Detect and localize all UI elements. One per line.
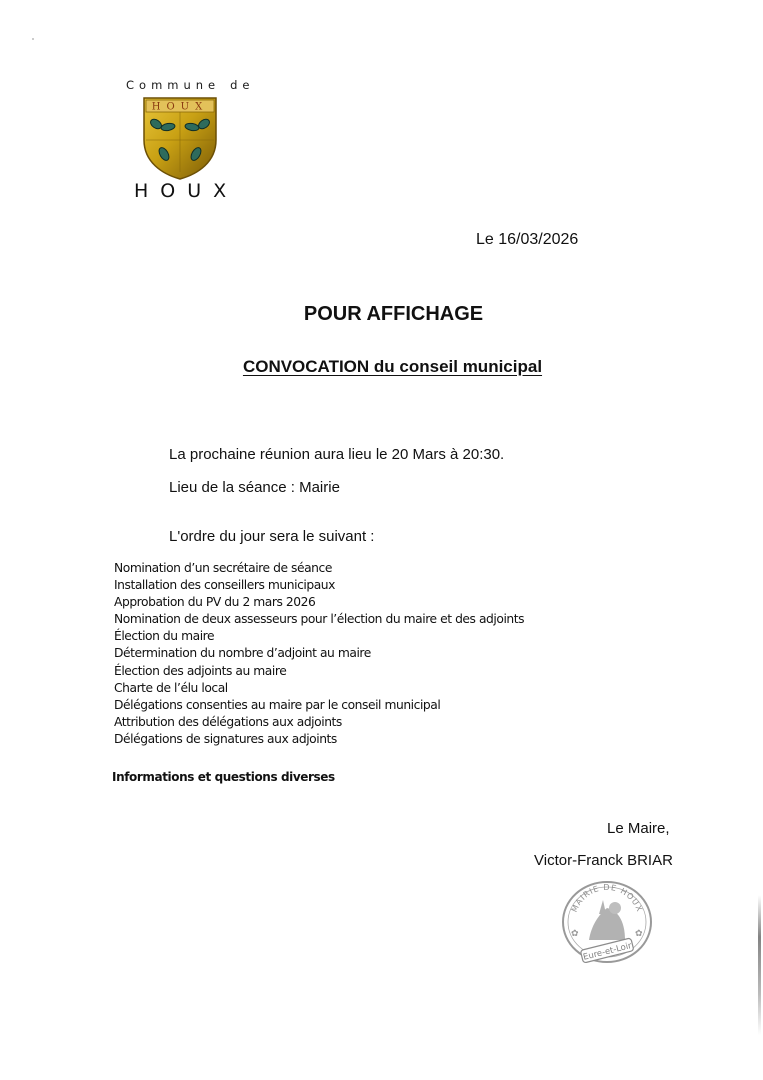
commune-name: HOUX bbox=[134, 180, 239, 202]
agenda-item: Charte de l’élu local bbox=[114, 680, 228, 695]
agenda-item: Délégations de signatures aux adjoints bbox=[114, 731, 337, 746]
agenda-item: Nomination d’un secrétaire de séance bbox=[114, 561, 332, 575]
stamp-flower-icon: ✿ bbox=[571, 928, 579, 938]
coat-of-arms-shield bbox=[142, 96, 218, 180]
agenda-item: Détermination du nombre d’adjoint au maire bbox=[114, 646, 371, 661]
information-heading: Informations et questions diverses bbox=[112, 770, 335, 784]
agenda-item: Élection des adjoints au maire bbox=[114, 663, 287, 678]
agenda-list bbox=[114, 560, 524, 748]
agenda-item: Nomination de deux assesseurs pour l’élection du maire et des adjoints bbox=[114, 612, 525, 627]
agenda-intro: L'ordre du jour sera le suivant : bbox=[169, 528, 375, 545]
signature-title: Le Maire, bbox=[607, 820, 670, 837]
signatory-name: Victor-Franck BRIAR bbox=[534, 852, 673, 869]
document-title: POUR AFFICHAGE bbox=[303, 303, 484, 325]
official-stamp bbox=[559, 878, 655, 966]
document-subtitle bbox=[0, 357, 763, 377]
agenda-item: Élection du maire bbox=[114, 629, 215, 644]
shield-banner-text: HOUX bbox=[151, 101, 209, 113]
agenda-item: Attribution des délégations aux adjoints bbox=[114, 714, 342, 729]
document-date: Le 16/03/2026 bbox=[476, 231, 579, 248]
agenda-item: Installation des conseillers municipaux bbox=[114, 578, 335, 593]
meeting-location: Lieu de la séance : Mairie bbox=[169, 479, 340, 496]
commune-label bbox=[126, 78, 255, 92]
agenda-item: Délégations consenties au maire par le conseil municipal bbox=[114, 697, 441, 712]
meeting-datetime: La prochaine réunion aura lieu le 20 Mars à 20:30. bbox=[169, 446, 505, 463]
stamp-emblem-icon bbox=[589, 900, 625, 940]
stamp-flower-icon: ✿ bbox=[635, 928, 643, 938]
de-word: de bbox=[230, 78, 255, 92]
scan-edge-artifact bbox=[758, 895, 761, 1035]
commune-word: Commune bbox=[126, 78, 221, 92]
stamp-top-text: MAIRIE DE HOUX bbox=[569, 882, 645, 914]
agenda-item: Approbation du PV du 2 mars 2026 bbox=[114, 595, 316, 610]
stamp-bottom-text: Eure-et-Loir bbox=[582, 941, 633, 963]
subtitle-text: CONVOCATION du conseil municipal bbox=[242, 357, 543, 376]
scan-speck bbox=[32, 38, 34, 40]
